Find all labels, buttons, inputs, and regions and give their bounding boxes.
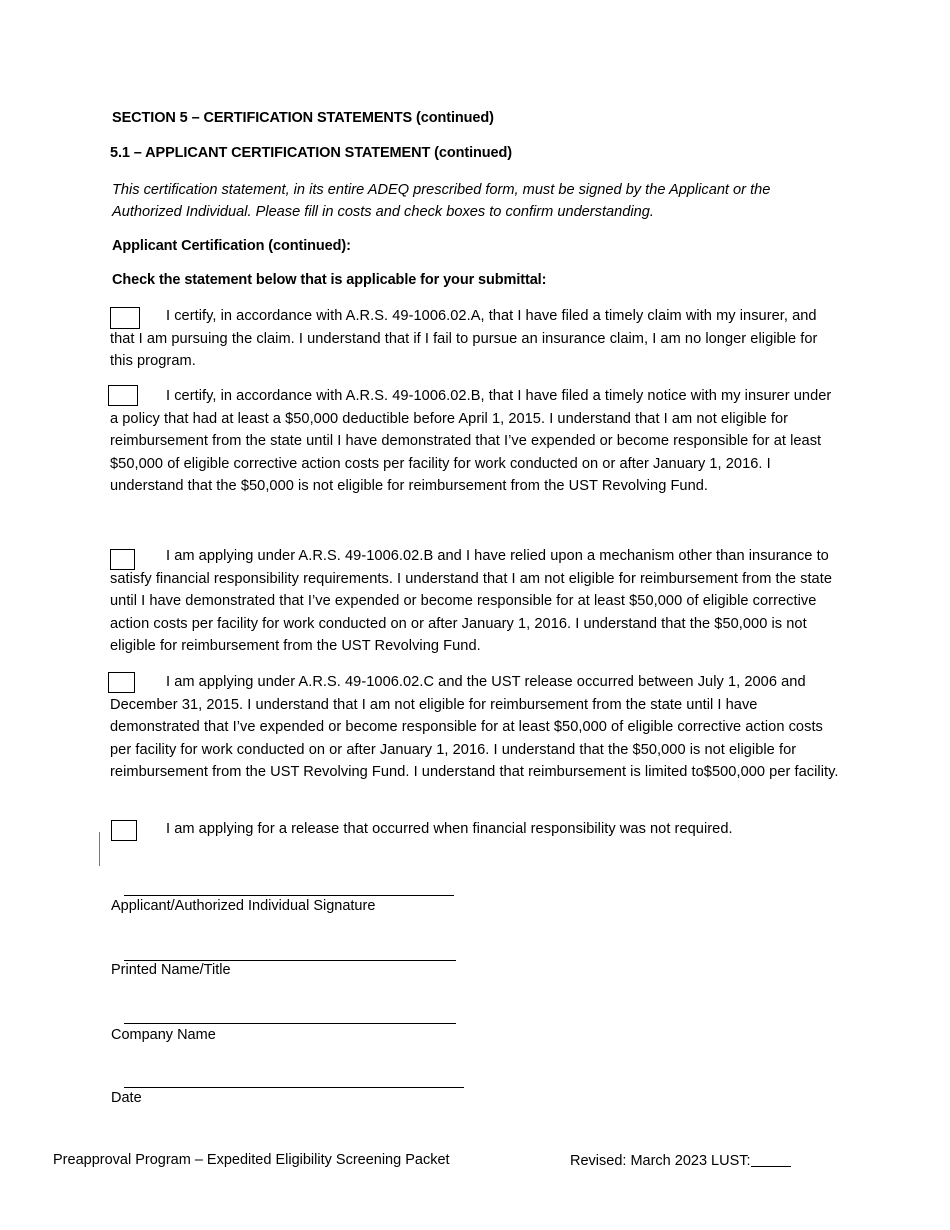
section-subtitle: 5.1 – APPLICANT CERTIFICATION STATEMENT (continued) (110, 145, 512, 161)
section-title: SECTION 5 – CERTIFICATION STATEMENTS (continued) (112, 110, 494, 126)
date-label: Date (111, 1090, 142, 1106)
footer-right (570, 1152, 791, 1169)
lust-number-field[interactable] (751, 1152, 791, 1167)
printed-name-line[interactable] (124, 960, 456, 961)
signature-label: Applicant/Authorized Individual Signature (111, 898, 376, 914)
check-heading: Check the statement below that is applicable for your submittal: (112, 272, 547, 288)
footer-left: Preapproval Program – Expedited Eligibility Screening Packet (53, 1152, 450, 1168)
cert-heading: Applicant Certification (continued): (112, 238, 351, 254)
company-name-label: Company Name (111, 1027, 216, 1043)
signature-line[interactable] (124, 895, 454, 896)
statement-4-text: I am applying under A.R.S. 49-1006.02.C and the UST release occurred between July 1, 2006 and December 31, 2015. I understand that I am not eligible for reimbursement from the state until I have demonstrated that I’ve expended or become responsible for at least $50,000 of eligible corrective action costs per facility for work conducted on or after January 1, 2016. I understand that the $50,000 is not eligible for reimbursement from the UST Revolving Fund. I understand that reimbursement is limited to$500,000 per facility. (110, 674, 839, 780)
footer-revised: Revised: March 2023 LUST: (570, 1153, 751, 1169)
date-line[interactable] (124, 1087, 464, 1088)
statement-2-text: I certify, in accordance with A.R.S. 49-1006.02.B, that I have filed a timely notice with my insurer under a policy that had at least a $50,000 deductible before April 1, 2015. I understand that I am not eligible for reimbursement from the state until I have demonstrated that I’ve expended or become responsible for at least $50,000 of eligible corrective action costs per facility for work conducted on or after January 1, 2016. I understand that the $50,000 is not eligible for reimbursement from the UST Revolving Fund. (110, 388, 832, 494)
statement-5-text: I am applying for a release that occurred when financial responsibility was not required. (166, 821, 733, 837)
text-cursor (99, 832, 100, 866)
instructions: This certification statement, in its entire ADEQ prescribed form, must be signed by the Applicant or the Authorized Individual. Please fill in costs and check boxes to confirm understanding. (112, 182, 771, 220)
printed-name-label: Printed Name/Title (111, 962, 231, 978)
company-name-line[interactable] (124, 1023, 456, 1024)
statement-3-text: I am applying under A.R.S. 49-1006.02.B and I have relied upon a mechanism other than insurance to satisfy financial responsibility requirements. I understand that I am not eligible for reimbursement from the state until I have demonstrated that I’ve expended or become responsible for at least $50,000 of eligible corrective action costs per facility for work conducted on or after January 1, 2016. I understand that the $50,000 is not eligible for reimbursement from the UST Revolving Fund. (110, 548, 832, 654)
statement-1-text: I certify, in accordance with A.R.S. 49-1006.02.A, that I have filed a timely claim with my insurer, and that I am pursuing the claim. I understand that if I fail to pursue an insurance claim, I am no longer eligible for this program. (110, 308, 818, 369)
